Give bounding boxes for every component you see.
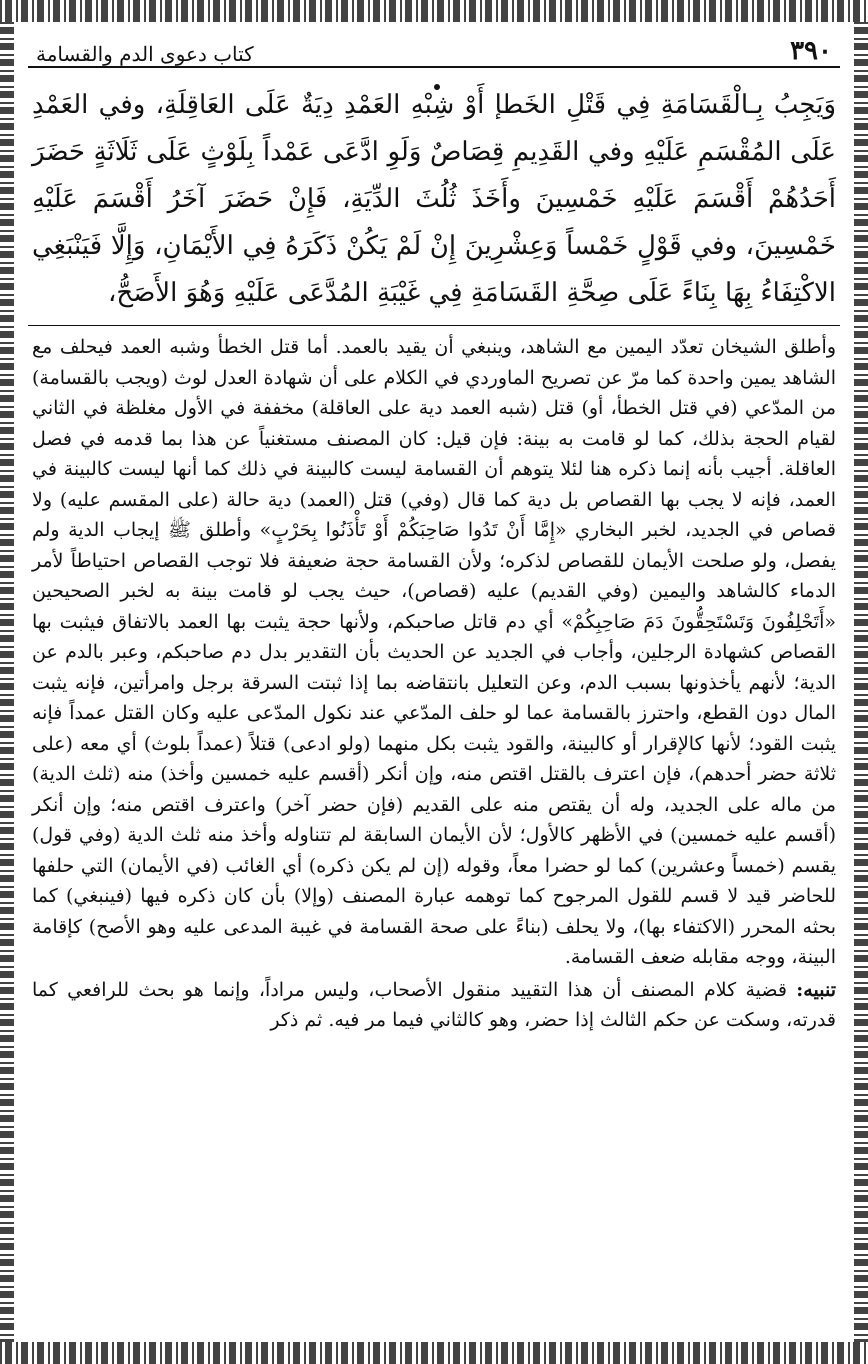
page-header xyxy=(28,26,840,68)
decorative-border-bottom xyxy=(0,1342,868,1364)
ornament-dot xyxy=(434,84,440,90)
tanbih-paragraph xyxy=(28,975,840,1036)
tanbih-label: تنبيه: xyxy=(796,978,836,1001)
page-number: ٣٩٠ xyxy=(790,36,832,66)
decorative-border-top xyxy=(0,0,868,22)
commentary xyxy=(28,325,840,1036)
page xyxy=(28,26,840,1334)
running-title: كتاب دعوى الدم والقسامة xyxy=(36,42,254,66)
tanbih-text: قضية كلام المصنف أن هذا التقييد منقول الأصحاب، وليس مراداً، وإنما هو بحث للرافعي كما قدرته، وسكت عن حكم الثالث إذا حضر، وهو كالثاني فيما مر فيه. ثم ذكر xyxy=(32,978,836,1031)
decorative-border-left xyxy=(0,22,14,1342)
decorative-border-right xyxy=(854,22,868,1342)
main-text: وَيَجِبُ بِـالْقَسَامَةِ فِي قَتْلِ الخَطإ أَوْ شِبْهِ العَمْدِ دِيَةٌ عَلَى العَاقِلَةِ، وفي العَمْدِ عَلَى المُقْسَمِ عَلَيْهِ وفي القَدِيمِ قِصَاصٌ وَلَوِ ادَّعَى عَمْداً بِلَوْثٍ عَلَى ثَلَاثَةٍ حَضَرَ أَحَدُهُمْ أَقْسَمَ عَلَيْهِ خَمْسِينَ وأَخَذَ ثُلُثَ الدِّيَةِ، فَإِنْ حَضَرَ آخَرُ أَقْسَمَ عَلَيْهِ خَمْسِينَ، وفي قَوْلٍ خَمْساً وَعِشْرِينَ إِنْ لَمْ يَكُنْ ذَكَرَهُ فِي الأَيْمَانِ، وَإِلَّا فَيَنْبَغِي الاكْتِفَاءُ بِهَا بِنَاءً عَلَى صِحَّةِ القَسَامَةِ فِي غَيْبَةِ المُدَّعَى عَلَيْهِ وَهُوَ الأَصَحُّ، xyxy=(32,90,836,308)
commentary-paragraph: وأطلق الشيخان تعدّد اليمين مع الشاهد، وينبغي أن يقيد بالعمد. أما قتل الخطأ وشبه العمد فيحلف مع الشاهد يمين واحدة كما مرّ عن تصريح الماوردي في الكلام على أن شهادة العدل لوث (ويجب بالقسامة) من المدّعي (في قتل الخطأ، أو) قتل (شبه العمد دية على العاقلة) مخففة في الأول مغلظة في الثاني لقيام الحجة بذلك، كما لو قامت به بينة: فإن قيل: كان المصنف مستغنياً عن هذا بما قدمه في فصل العاقلة. أجيب بأنه إنما ذكره هنا لئلا يتوهم أن القسامة ليست كالبينة في ذلك كما أنها ليست كالبينة في العمد، فإنه لا يجب بها القصاص بل دية كما قال (وفي) قتل (العمد) دية حالة (على المقسم عليه) ولا قصاص في الجديد، لخبر البخاري «إِمَّا أَنْ تَدُوا صَاحِبَكُمْ أَوْ تَأْذَنُوا بِحَرْبٍ» وأطلق ﷺ إيجاب الدية ولم يفصل، ولو صلحت الأيمان للقصاص لذكره؛ ولأن القسامة حجة ضعيفة فلا توجب القصاص احتياطاً لأمر الدماء كالشاهد واليمين (وفي القديم) عليه (قصاص)، حيث يجب لو قامت بينة به لخبر الصحيحين «أَتَحْلِفُونَ وَتَسْتَحِقُّونَ دَمَ صَاحِبِكُمْ» أي دم قاتل صاحبكم، ولأنها حجة يثبت بها العمد بالاتفاق فيثبت بها القصاص كشهادة الرجلين، وأجاب في الجديد عن الحديث بأن التقدير بدل دم صاحبكم، وعبر بالدم عن الدية؛ لأنهم يأخذونها بسبب الدم، وعن التعليل بانتقاضه بما إذا ثبتت السرقة برجل وامرأتين، فإنه يثبت المال دون القطع، واحترز بالقسامة عما لو حلف المدّعي عند نكول المدّعى عليه وكان القتل عمداً فإنه يثبت القود؛ لأنها كالإقرار أو كالبينة، والقود يثبت بكل منهما (ولو ادعى) قتلاً (عمداً بلوث) أي معه (على ثلاثة حضر أحدهم)، فإن اعترف بالقتل اقتص منه، وإن أنكر (أقسم عليه خمسين وأخذ) منه (ثلث الدية) من ماله على الجديد، وله أن يقتص منه على القديم (فإن حضر آخر) واعترف اقتص منه؛ وإن أنكر (أقسم عليه خمسين) في الأظهر كالأول؛ لأن الأيمان السابقة لم تتناوله وأخذ منه ثلث الدية (وفي قول) يقسم (خمساً وعشرين) كما لو حضرا معاً، وقوله (إن لم يكن ذكره) أي الغائب (في الأيمان) التي حلفها للحاضر قيد لا قسم للقول المرجوح كما توهمه عبارة المصنف (وإلا) بأن كان ذكره فيها (فينبغي) كما بحثه المحرر (الاكتفاء بها)، ولا يحلف (بناءً على صحة القسامة في غيبة المدعى عليه وهو الأصح) كإقامة البينة، ووجه مقابله ضعف القسامة. xyxy=(32,336,837,968)
